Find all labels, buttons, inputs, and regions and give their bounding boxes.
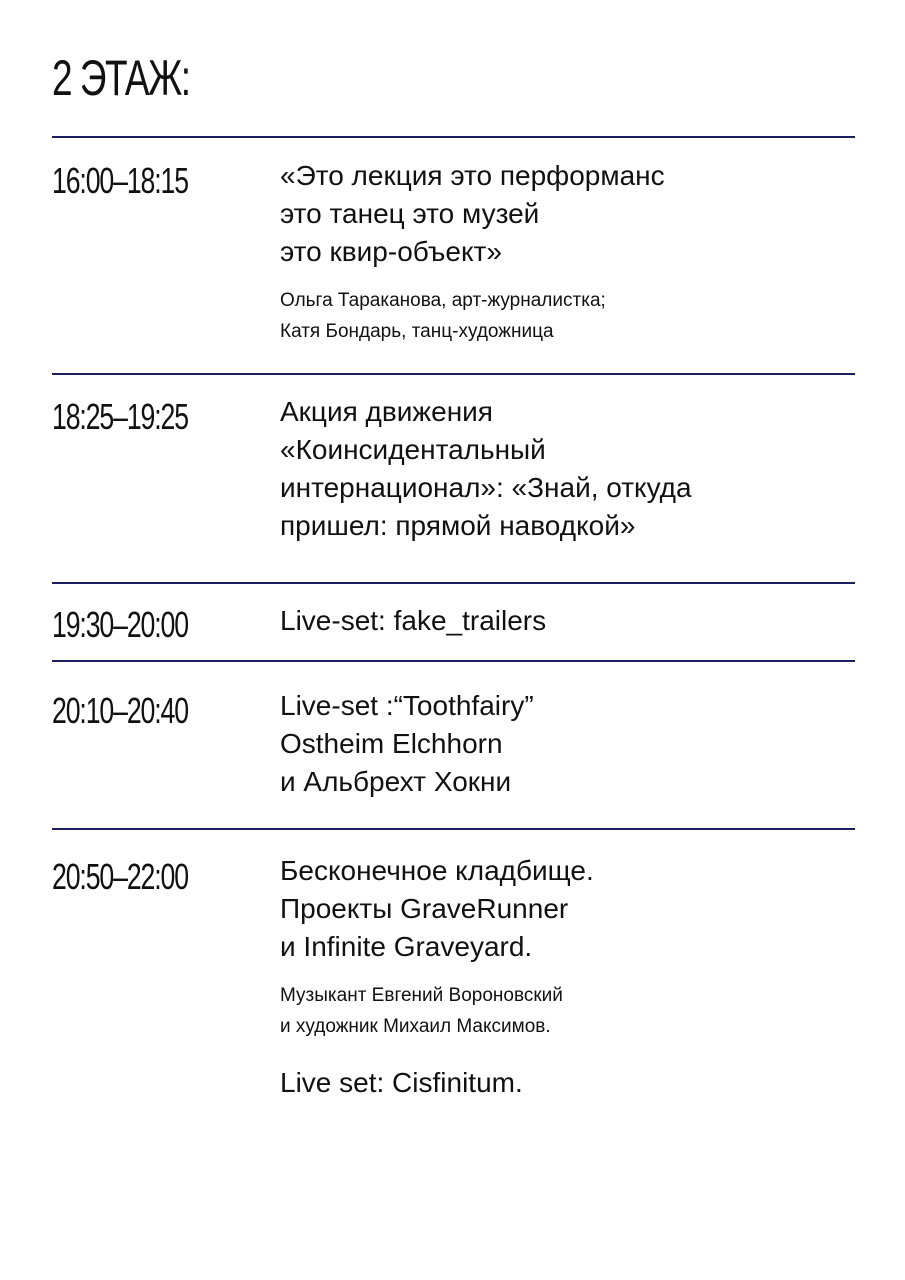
event-time: 16:00–18:15 bbox=[52, 160, 188, 201]
event-title-line: это квир-объект» bbox=[280, 236, 502, 267]
event-time: 18:25–19:25 bbox=[52, 396, 188, 437]
event-title-line: Бесконечное кладбище. bbox=[280, 855, 594, 886]
event-content bbox=[280, 852, 840, 1102]
event-credits-line: и художник Михаил Максимов. bbox=[280, 1016, 551, 1037]
event-title-line: Ostheim Elchhorn bbox=[280, 728, 503, 759]
event-credits-line: Ольга Тараканова, арт-журналистка; bbox=[280, 290, 606, 311]
event-content bbox=[280, 687, 840, 801]
event-title-line: Live-set: fake_trailers bbox=[280, 605, 547, 636]
event-title-line: «Это лекция это перформанс bbox=[280, 160, 665, 191]
divider bbox=[52, 660, 855, 662]
event-extra: Live set: Cisfinitum. bbox=[280, 1067, 523, 1098]
event-content bbox=[280, 157, 840, 347]
event-credits-line: Музыкант Евгений Вороновский bbox=[280, 985, 563, 1006]
event-title bbox=[280, 687, 840, 801]
event-credits-line: Катя Бондарь, танц-художница bbox=[280, 321, 554, 342]
page-title: 2 ЭТАЖ: bbox=[52, 50, 190, 106]
event-time: 20:50–22:00 bbox=[52, 856, 188, 897]
event-title-line: Live-set :“Toothfairy” bbox=[280, 690, 534, 721]
divider bbox=[52, 582, 855, 584]
divider bbox=[52, 373, 855, 375]
event-title-line: это танец это музей bbox=[280, 198, 540, 229]
event-content bbox=[280, 602, 840, 640]
event-title-line: и Альбрехт Хокни bbox=[280, 766, 512, 797]
event-content bbox=[280, 393, 840, 545]
event-title-line: пришел: прямой наводкой» bbox=[280, 510, 636, 541]
divider bbox=[52, 136, 855, 138]
event-title bbox=[280, 852, 840, 966]
event-credits bbox=[280, 980, 840, 1042]
event-title bbox=[280, 393, 840, 545]
event-time: 20:10–20:40 bbox=[52, 690, 188, 731]
event-title-line: Акция движения bbox=[280, 396, 493, 427]
event-time: 19:30–20:00 bbox=[52, 604, 188, 645]
divider bbox=[52, 828, 855, 830]
event-title bbox=[280, 157, 840, 271]
event-credits bbox=[280, 285, 840, 347]
event-title-line: и Infinite Graveyard. bbox=[280, 931, 533, 962]
event-title-line: интернационал»: «Знай, откуда bbox=[280, 472, 692, 503]
event-title-line: «Коинсидентальный bbox=[280, 434, 546, 465]
event-title bbox=[280, 602, 840, 640]
event-title-line: Проекты GraveRunner bbox=[280, 893, 569, 924]
